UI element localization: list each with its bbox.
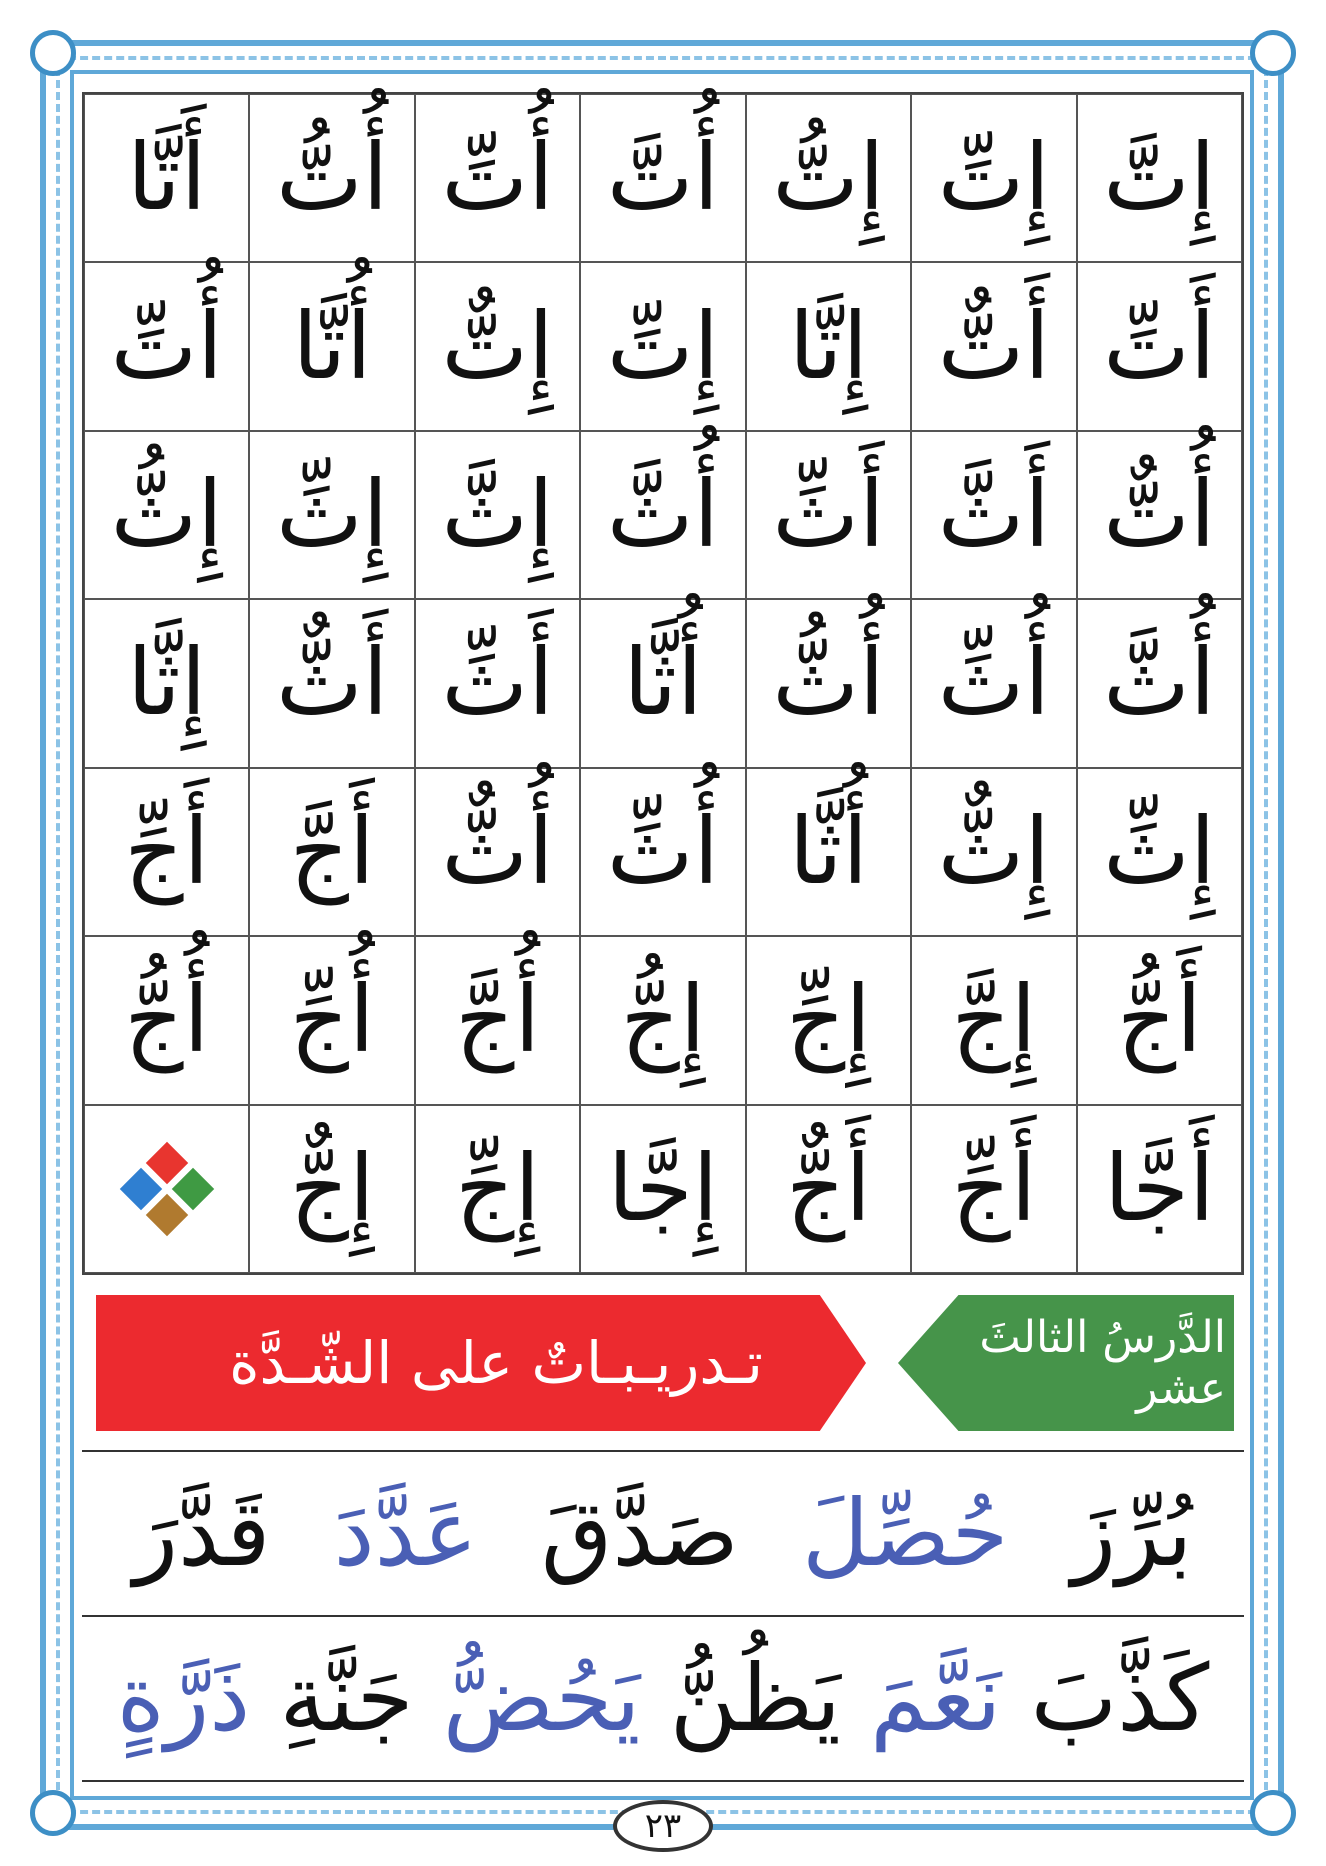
syllable-text: أُجَّ [455,966,541,1074]
syllable-text: أَثٌّ [276,629,389,737]
syllable-cell [1077,262,1242,430]
practice-word: كَذَّبَ [1030,1644,1210,1752]
syllable-text: أَجِّ [951,1134,1037,1242]
syllable-grid [82,92,1244,1275]
syllable-cell [911,94,1076,262]
practice-word: ذَرَّةٍ [116,1644,251,1752]
diamond-ornament-icon [122,1144,212,1234]
syllable-cell [1077,94,1242,262]
syllable-cell [84,768,249,936]
syllable-text: أُتَّ [606,124,720,232]
syllable-cell [580,936,745,1104]
syllable-cell [746,94,911,262]
syllable-cell [580,599,745,767]
syllable-text: إِتِّ [937,124,1050,232]
syllable-cell [415,1105,580,1273]
syllable-text: أُجُّ [124,966,210,1074]
syllable-cell [580,768,745,936]
syllable-text: أُثَّ [1103,629,1216,737]
practice-word: قَدَّرَ [133,1479,271,1587]
syllable-cell [84,94,249,262]
syllable-cell [84,262,249,430]
syllable-text: إِجٌّ [289,1134,375,1242]
syllable-text: إِجِّ [785,966,871,1074]
lesson-title: تـدريـبـاتٌ على الشّـدَّة [229,1329,763,1397]
syllable-text: أُثُّ [772,629,885,737]
syllable-text: أُتٌّ [1103,461,1216,569]
syllable-cell [415,768,580,936]
syllable-cell [249,936,414,1104]
syllable-text: إِجَّا [607,1134,719,1242]
practice-word: نَعَّمَ [870,1644,1002,1752]
syllable-cell [580,262,745,430]
corner-ornament-top-left [30,30,76,76]
diamond-piece [172,1168,214,1210]
syllable-cell [911,599,1076,767]
practice-word: بُرِّزَ [1071,1479,1193,1587]
syllable-text: أَجٌّ [785,1134,871,1242]
syllable-cell [1077,431,1242,599]
syllable-text: أُتِّ [441,124,554,232]
syllable-cell [249,768,414,936]
syllable-text: أُثِّ [606,797,720,905]
corner-ornament-bottom-right [1250,1790,1296,1836]
syllable-text: أُتُّ [276,124,389,232]
syllable-text: أُتِّ [110,292,223,400]
syllable-text: إِتَّ [1103,124,1216,232]
syllable-cell [249,599,414,767]
syllable-cell [746,768,911,936]
syllable-text: إِتَّا [788,292,869,400]
syllable-text: إِجُّ [620,966,706,1074]
syllable-text: إِتٌّ [441,292,554,400]
syllable-text: إِتِّ [606,292,720,400]
syllable-cell [746,262,911,430]
syllable-cell [84,431,249,599]
syllable-text: إِثٌّ [937,797,1050,905]
syllable-cell [249,431,414,599]
syllable-text: أُثٌّ [441,797,554,905]
syllable-text: إِثَّا [127,629,207,737]
practice-word: حُصِّلَ [802,1479,1009,1587]
syllable-text: أَثِّ [772,461,885,569]
syllable-text: أَجَّا [1104,1134,1215,1242]
syllable-cell [84,1105,249,1273]
syllable-text: إِثِّ [1103,797,1216,905]
syllable-cell [746,431,911,599]
syllable-text: أُتَّا [292,292,372,400]
syllable-cell [1077,1105,1242,1273]
practice-words [82,1450,1244,1782]
syllable-text: أَتَّا [127,124,207,232]
syllable-cell [249,1105,414,1273]
syllable-cell [911,768,1076,936]
syllable-cell [746,936,911,1104]
syllable-cell [1077,768,1242,936]
syllable-text: إِجَّ [951,966,1037,1074]
syllable-text: أُثَّا [623,629,703,737]
syllable-cell [249,94,414,262]
syllable-text: إِجِّ [455,1134,541,1242]
syllable-cell [415,94,580,262]
syllable-text: أَتِّ [1103,292,1216,400]
corner-ornament-top-right [1250,30,1296,76]
practice-word: جَنَّةِ [279,1644,414,1752]
syllable-cell [84,599,249,767]
syllable-cell [746,1105,911,1273]
practice-word: عَدَّدَ [333,1479,478,1587]
syllable-text: أَتٌّ [937,292,1050,400]
syllable-cell [249,262,414,430]
diamond-piece [146,1194,188,1236]
syllable-cell [911,1105,1076,1273]
syllable-cell [415,936,580,1104]
syllable-text: أَثَّ [937,461,1050,569]
syllable-text: أُجِّ [289,966,375,1074]
lesson-number-label: الدَّرسُ الثالثَ عشر [979,1312,1226,1414]
syllable-cell [1077,599,1242,767]
syllable-cell [1077,936,1242,1104]
syllable-text: إِثِّ [276,461,389,569]
syllable-text: أُثِّ [937,629,1050,737]
syllable-text: أُثَّا [788,797,869,905]
practice-row-1 [82,1452,1244,1617]
syllable-cell [84,936,249,1104]
syllable-cell [415,431,580,599]
syllable-cell [911,262,1076,430]
syllable-cell [911,936,1076,1104]
syllable-text: إِثُّ [110,461,223,569]
syllable-text: أَجَّ [289,797,375,905]
syllable-text: أَجِّ [124,797,210,905]
syllable-cell [580,431,745,599]
syllable-cell [580,94,745,262]
practice-word: يَحُضُّ [442,1644,641,1752]
syllable-cell [415,262,580,430]
corner-ornament-bottom-left [30,1790,76,1836]
syllable-cell [911,431,1076,599]
syllable-cell [415,599,580,767]
syllable-text: أُثَّ [606,461,720,569]
syllable-text: أَجُّ [1116,966,1202,1074]
syllable-cell [580,1105,745,1273]
practice-word: صَدَّقَ [541,1479,739,1587]
syllable-cell [746,599,911,767]
syllable-text: أَثِّ [441,629,554,737]
page-number: ٢٣ [613,1800,713,1852]
syllable-text: إِتُّ [772,124,885,232]
lesson-banner [96,1295,1234,1431]
practice-row-2 [82,1617,1244,1782]
practice-word: يَظُنُّ [669,1644,841,1752]
syllable-text: إِثَّ [441,461,554,569]
